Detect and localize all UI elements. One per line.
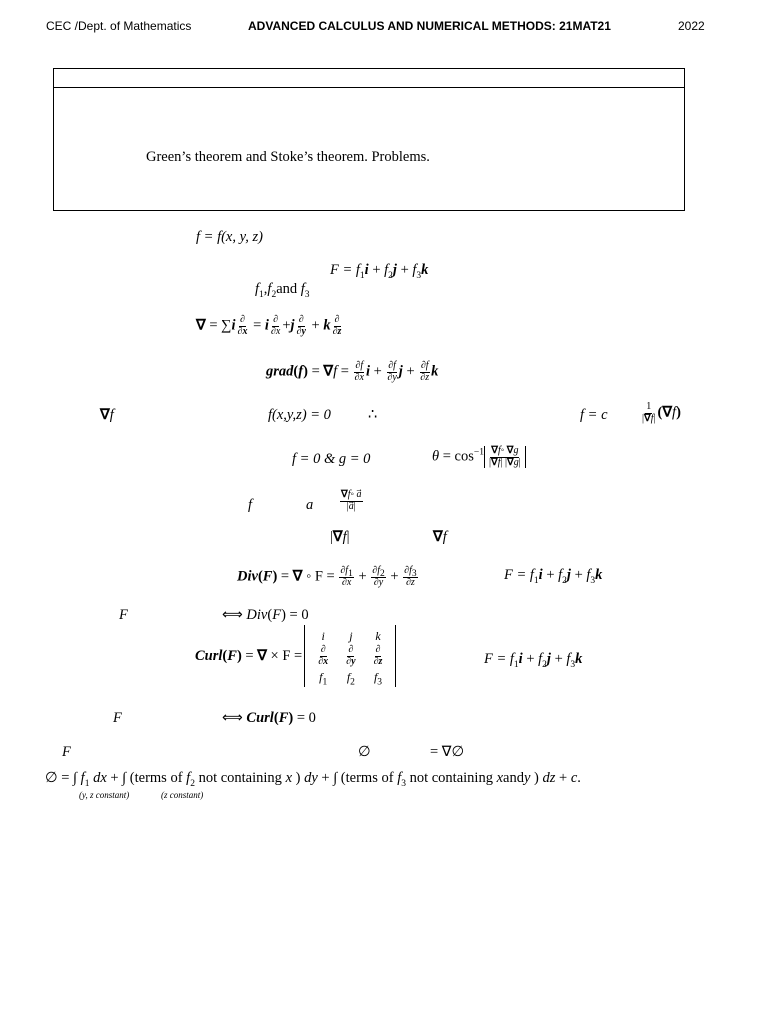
- eq-two-surfaces: f = 0 & g = 0: [292, 451, 371, 467]
- eq-irrotational: ⟺ Curl(F) = 0: [222, 710, 316, 726]
- eq-scalar-function: f = f(x, y, z): [196, 229, 263, 245]
- title-box-text: Green’s theorem and Stoke’s theorem. Problems.: [146, 149, 430, 165]
- title-box-divider: [54, 87, 684, 88]
- limit-z-constant: (z constant): [161, 790, 204, 800]
- eq-abs-gradf: |∇f|: [330, 529, 350, 545]
- eq-divergence: Div(F) = ∇ ◦ F = $\frac{\partial f_1}{\partial x}$ + $\frac{\partial f_2}{\partial y}$ + $\frac{\partial f_3}{\partial z}$: [237, 565, 417, 588]
- eq-level-surface: f = c: [580, 407, 608, 423]
- eq-directional-derivative: $\frac{\nabla f◦ a}{|a⃗|}$: [341, 489, 362, 512]
- eq-f-alone: f: [248, 497, 253, 513]
- and-word: and: [276, 281, 298, 297]
- eq-nabla-operator: ∇ = ∑i $\frac{\partial}{\partial x}$ = i $\frac{\partial}{\partial x}$ +j $\frac{\partial}{\partial y}$ + k $\frac{\partial}{\partial z}$: [196, 314, 342, 337]
- eq-a-vector: a⃗: [306, 497, 325, 513]
- eq-gradient: grad(f) = ∇f = $\frac{\partial f}{\partial x}$ i + $\frac{\partial f}{\partial y}$ j + $\frac{\partial f}{\partial z}$ k: [266, 360, 439, 383]
- eq-phi: ∅: [358, 744, 371, 760]
- eq-curl: Curl(F) = ∇ × F = i j k $\frac{\partial}{\partial x}$ $\frac{\partial}{\partial y}$ $\frac{\partial}{\partial z}$ $f_1$ $f_2$ $f_3$: [195, 625, 398, 687]
- eq-F-label-3: F: [62, 744, 71, 760]
- eq-components: $f_1,f_2and$ $f_3$: [255, 281, 310, 300]
- eq-vector-field-curl: $F = f_1i + f_2j + f_3k$: [484, 651, 583, 670]
- limit-yz-constant: (y, z constant): [79, 790, 130, 800]
- eq-vector-field-div: $F = f_1i + f_2j + f_3k$: [504, 567, 603, 586]
- title-box: [53, 68, 685, 211]
- eq-F-label-1: F: [119, 607, 128, 623]
- eq-potential-formula: ∅ = ∫ $f_1$ dx + ∫ (terms of $f_2$ not containing x ) dy + ∫ (terms of $f_3$ not containing xandy ) dz + c.: [45, 770, 581, 789]
- eq-angle: $\theta = \cos^{-1}$ $\frac{\nabla f◦ \nabla g}{|\nabla f| |\nabla g|}$: [432, 446, 526, 468]
- eq-surface: f(x,y,z) = 0: [268, 407, 331, 423]
- eq-unit-normal: $\frac{1}{|\nabla f|}$ (∇f): [642, 401, 681, 424]
- eq-gradf-2: ∇f: [433, 529, 447, 545]
- header-course: ADVANCED CALCULUS AND NUMERICAL METHODS: 21MAT21: [248, 19, 611, 33]
- eq-vector-field: $F = f_1i + f_2j + f_3k$: [330, 262, 429, 281]
- therefore-symbol: ∴: [368, 407, 378, 423]
- eq-solenoidal: ⟺ Div(F) = 0: [222, 607, 309, 623]
- eq-grad-phi: = ∇∅: [430, 744, 465, 760]
- header-year: 2022: [678, 19, 705, 33]
- eq-gradf-label: ∇f: [100, 407, 114, 423]
- eq-F-label-2: F: [113, 710, 122, 726]
- header-dept: CEC /Dept. of Mathematics: [46, 19, 192, 33]
